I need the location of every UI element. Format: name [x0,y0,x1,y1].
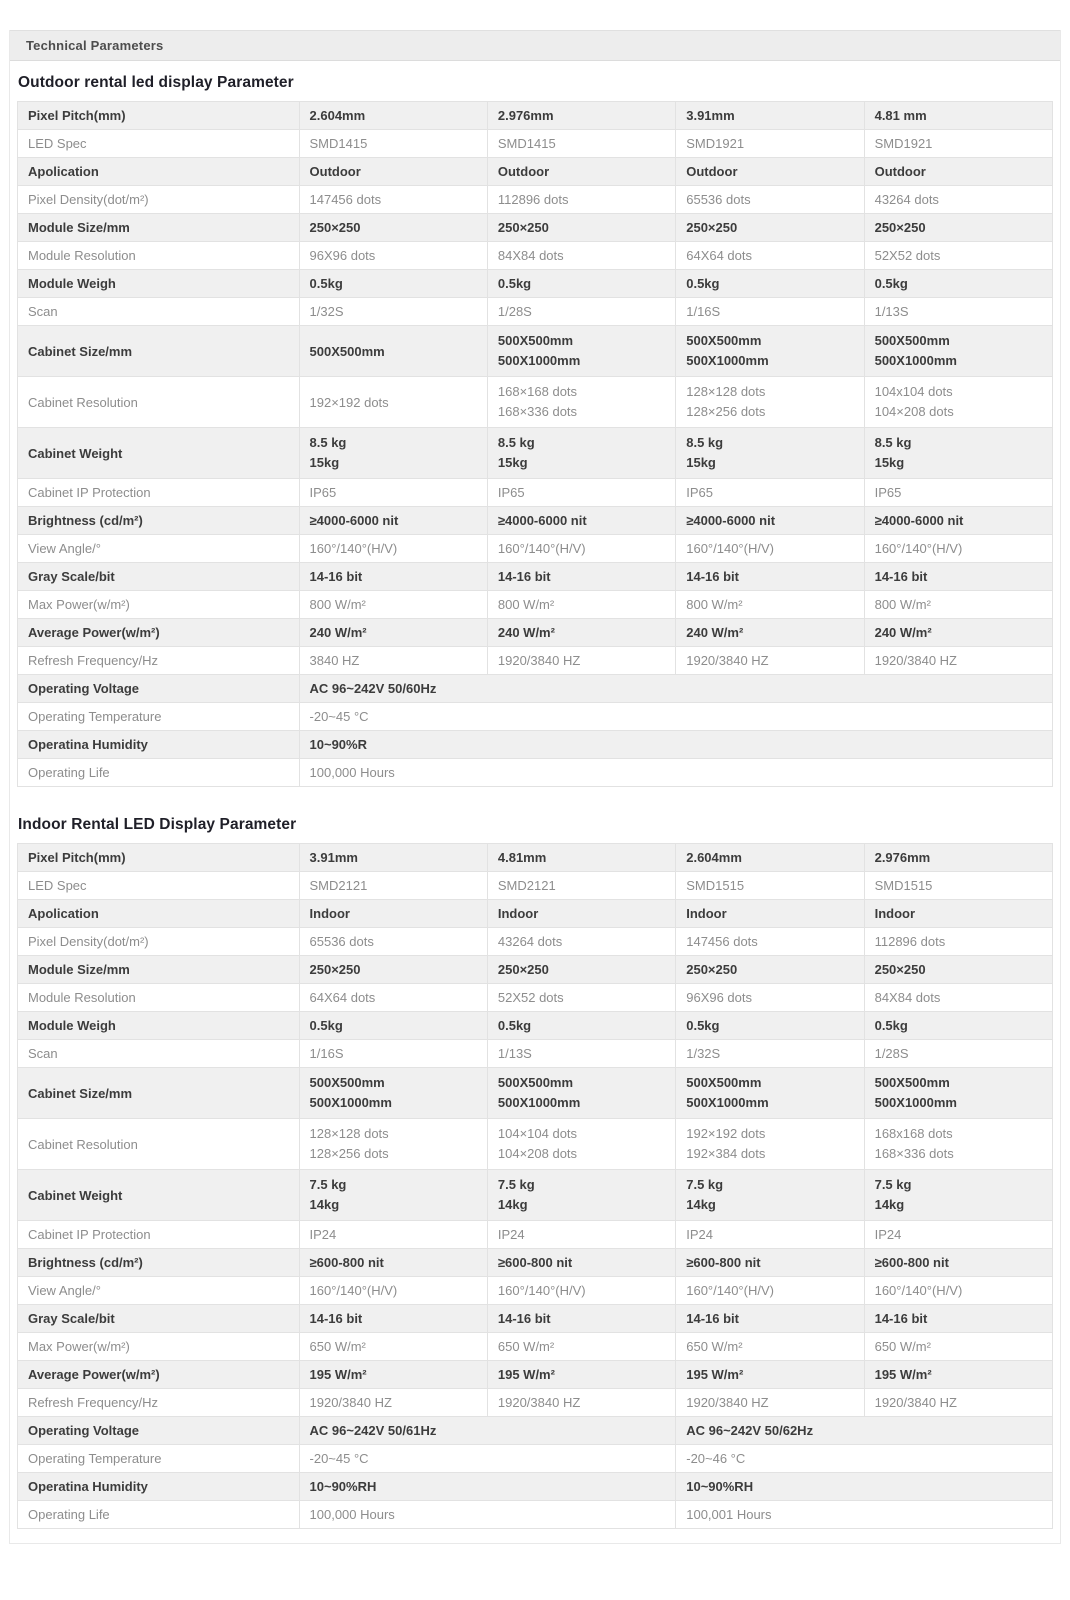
parameter-value [864,377,1052,428]
parameter-value-line: 15kg [497,455,528,470]
parameter-value-line: 104×208 dots [874,404,954,419]
parameter-value: SMD1415 [487,130,675,158]
parameter-value: 800 W/m² [864,591,1052,619]
parameter-label: Gray Scale/bit [18,1305,300,1333]
table-row [18,1221,1053,1249]
parameter-value: 0.5kg [487,1012,675,1040]
indoor-parameters-table [17,843,1053,1529]
parameter-value [676,1119,864,1170]
table-row [18,956,1053,984]
parameter-value-line: 500X500mm [874,333,950,348]
parameter-value: 250×250 [299,956,487,984]
parameter-value-line: 500X1000mm [874,353,957,368]
parameter-value: 160°/140°(H/V) [864,535,1052,563]
parameter-value: 250×250 [676,956,864,984]
parameter-value: 1/16S [676,298,864,326]
parameter-value: 43264 dots [487,928,675,956]
table-row [18,591,1053,619]
parameter-label: Cabinet IP Protection [18,1221,300,1249]
table-row [18,326,1053,377]
outdoor-parameter-section [10,61,1060,787]
parameter-value: Outdoor [864,158,1052,186]
parameter-value: 1/28S [864,1040,1052,1068]
parameter-value: 250×250 [864,956,1052,984]
parameter-label: Operating Voltage [18,675,300,703]
table-row [18,1389,1053,1417]
parameter-label: Cabinet Size/mm [18,326,300,377]
parameter-value: 100,000 Hours [299,1501,676,1529]
parameter-value [299,1170,487,1221]
parameter-value-line: 192×384 dots [686,1146,766,1161]
parameter-value: Indoor [487,900,675,928]
parameter-value [676,428,864,479]
parameter-label: Cabinet Resolution [18,1119,300,1170]
parameter-value: ≥4000-6000 nit [487,507,675,535]
parameter-value: AC 96~242V 50/61Hz [299,1417,676,1445]
parameter-value: 100,001 Hours [676,1501,1053,1529]
parameter-value-line: 500X500mm [497,1075,574,1090]
parameter-label: Apolication [18,158,300,186]
table-row [18,507,1053,535]
table-row [18,214,1053,242]
parameter-value-line: 168×168 dots [497,384,578,399]
parameter-value [864,326,1052,377]
parameter-value: 96X96 dots [676,984,864,1012]
parameter-value: 1920/3840 HZ [487,1389,675,1417]
parameter-label: Operating Temperature [18,703,300,731]
parameter-value-line: 8.5 kg [309,435,347,450]
parameter-value: ≥4000-6000 nit [299,507,487,535]
parameter-value: 800 W/m² [487,591,675,619]
parameter-value: 240 W/m² [676,619,864,647]
parameter-value: 10~90%RH [676,1473,1053,1501]
parameter-label: LED Spec [18,872,300,900]
parameter-value: 160°/140°(H/V) [299,1277,487,1305]
parameter-label: Operating Life [18,1501,300,1529]
section-gap [10,787,1060,803]
parameter-value-line: 500X500mm [686,333,762,348]
parameter-value: 1/28S [487,298,675,326]
parameter-value: Outdoor [676,158,864,186]
parameter-label: Pixel Density(dot/m²) [18,186,300,214]
parameter-value: 650 W/m² [676,1333,864,1361]
parameter-label: Module Weigh [18,270,300,298]
indoor-parameter-section [10,803,1060,1529]
parameter-value: 160°/140°(H/V) [676,1277,864,1305]
parameter-value: ≥600-800 nit [487,1249,675,1277]
parameter-value: 160°/140°(H/V) [864,1277,1052,1305]
parameter-value: 1920/3840 HZ [864,1389,1052,1417]
parameter-value-line: 128×256 dots [686,404,766,419]
table-row [18,1249,1053,1277]
parameter-value: 1920/3840 HZ [676,647,864,675]
parameter-label: Max Power(w/m²) [18,591,300,619]
parameter-value: 1/32S [299,298,487,326]
table-row [18,102,1053,130]
section-title-indoor: Indoor Rental LED Display Parameter [18,816,297,833]
parameter-value: 52X52 dots [487,984,675,1012]
parameter-value: 112896 dots [487,186,675,214]
parameter-value: 650 W/m² [487,1333,675,1361]
parameter-value-line: 128×256 dots [309,1146,389,1161]
parameter-label: Operatina Humidity [18,731,300,759]
parameter-value-line: 15kg [309,455,340,470]
parameter-value: ≥600-800 nit [676,1249,864,1277]
parameter-value: 2.976mm [864,844,1052,872]
parameter-label: Pixel Density(dot/m²) [18,928,300,956]
parameter-value: 195 W/m² [487,1361,675,1389]
parameter-value-line: 104x104 dots [874,384,953,399]
parameter-value: 14-16 bit [676,563,864,591]
table-row [18,731,1053,759]
parameter-value: 195 W/m² [864,1361,1052,1389]
parameter-value-line: 7.5 kg [309,1177,347,1192]
parameter-label: Cabinet Resolution [18,377,300,428]
parameter-value-line: 15kg [874,455,905,470]
section-title-outdoor: Outdoor rental led display Parameter [18,74,294,91]
parameter-label: Operatina Humidity [18,1473,300,1501]
parameter-value: 52X52 dots [864,242,1052,270]
parameter-value: Indoor [864,900,1052,928]
table-row [18,563,1053,591]
parameter-value [299,1119,487,1170]
table-row [18,1473,1053,1501]
parameter-value-line: 104×104 dots [497,1126,578,1141]
parameter-label: Scan [18,298,300,326]
parameter-value: 500X500mm [299,326,487,377]
parameter-label: Apolication [18,900,300,928]
table-row [18,1040,1053,1068]
table-row [18,1170,1053,1221]
parameter-value-line: 168x168 dots [874,1126,953,1141]
parameter-value: 800 W/m² [676,591,864,619]
parameter-value: 14-16 bit [299,563,487,591]
parameter-value-line: 7.5 kg [874,1177,912,1192]
parameter-value: 3840 HZ [299,647,487,675]
parameter-value: 147456 dots [676,928,864,956]
parameter-value: 240 W/m² [299,619,487,647]
parameter-label: Refresh Frequency/Hz [18,1389,300,1417]
parameter-value: 43264 dots [864,186,1052,214]
parameter-label: View Angle/° [18,535,300,563]
parameter-value-line: 14kg [686,1197,716,1212]
parameter-value: 14-16 bit [487,1305,675,1333]
table-row [18,1417,1053,1445]
table-row [18,647,1053,675]
parameter-value: 0.5kg [864,270,1052,298]
parameter-value [864,1170,1052,1221]
table-row [18,984,1053,1012]
parameter-label: Pixel Pitch(mm) [18,844,300,872]
parameter-value: 65536 dots [676,186,864,214]
parameter-label: Module Resolution [18,984,300,1012]
table-row [18,270,1053,298]
table-row [18,1068,1053,1119]
table-row [18,130,1053,158]
parameter-value: 0.5kg [676,1012,864,1040]
parameter-value: 0.5kg [299,270,487,298]
parameter-value: ≥600-800 nit [864,1249,1052,1277]
parameter-value [487,428,675,479]
parameter-label: Brightness (cd/m²) [18,1249,300,1277]
parameter-label: Cabinet IP Protection [18,479,300,507]
parameter-value [676,1170,864,1221]
parameter-value: IP65 [864,479,1052,507]
table-row [18,158,1053,186]
parameter-value: 800 W/m² [299,591,487,619]
parameter-label: Refresh Frequency/Hz [18,647,300,675]
parameter-value: SMD1515 [864,872,1052,900]
parameter-value [299,1068,487,1119]
parameter-value-line: 500X500mm [497,333,574,348]
parameter-value: 250×250 [864,214,1052,242]
parameter-value-line: 500X1000mm [309,1095,392,1110]
parameter-value-line: 14kg [309,1197,340,1212]
parameter-label: Module Size/mm [18,214,300,242]
table-row [18,844,1053,872]
parameter-value: Outdoor [487,158,675,186]
parameter-value-line: 8.5 kg [874,435,912,450]
parameter-value: 160°/140°(H/V) [676,535,864,563]
parameter-value: 1/13S [864,298,1052,326]
parameter-value: 14-16 bit [864,1305,1052,1333]
parameter-value: AC 96~242V 50/62Hz [676,1417,1053,1445]
parameter-value [676,326,864,377]
parameter-value: 650 W/m² [299,1333,487,1361]
table-row [18,535,1053,563]
parameter-value: 2.976mm [487,102,675,130]
table-row [18,675,1053,703]
parameter-value [864,428,1052,479]
parameter-label: Average Power(w/m²) [18,619,300,647]
parameter-value: IP24 [864,1221,1052,1249]
table-row [18,1445,1053,1473]
parameter-value: SMD2121 [487,872,675,900]
parameter-value-line: 500X1000mm [686,1095,769,1110]
parameter-value: AC 96~242V 50/60Hz [299,675,1052,703]
parameter-label: LED Spec [18,130,300,158]
table-row [18,377,1053,428]
parameter-value [676,377,864,428]
parameter-value: 160°/140°(H/V) [487,1277,675,1305]
parameter-value-line: 168×336 dots [497,404,578,419]
table-row [18,1305,1053,1333]
table-row [18,900,1053,928]
technical-parameters-panel [9,30,1061,1544]
table-row [18,1012,1053,1040]
parameter-value-line: 168×336 dots [874,1146,954,1161]
parameter-value-line: 8.5 kg [497,435,535,450]
parameter-value: 1920/3840 HZ [864,647,1052,675]
parameter-value-line: 14kg [874,1197,905,1212]
table-row [18,428,1053,479]
parameter-label: Brightness (cd/m²) [18,507,300,535]
parameter-value: 0.5kg [487,270,675,298]
table-row [18,759,1053,787]
parameter-value-line: 15kg [686,455,716,470]
parameter-value-line: 7.5 kg [497,1177,535,1192]
parameter-value: 0.5kg [676,270,864,298]
parameter-value: IP65 [676,479,864,507]
parameter-label: View Angle/° [18,1277,300,1305]
tab-technical-parameters[interactable]: Technical Parameters [26,38,164,53]
parameter-label: Cabinet Weight [18,1170,300,1221]
parameter-value-line: 500X1000mm [874,1095,957,1110]
table-row [18,1361,1053,1389]
parameter-value [487,1119,675,1170]
parameter-value: 14-16 bit [299,1305,487,1333]
parameter-value: Indoor [299,900,487,928]
parameter-value: 147456 dots [299,186,487,214]
parameter-value: 2.604mm [676,844,864,872]
parameter-value: 250×250 [487,214,675,242]
parameter-label: Cabinet Weight [18,428,300,479]
parameter-value-line: 8.5 kg [686,435,724,450]
parameter-value: 192×192 dots [299,377,487,428]
tab-bar [10,30,1060,61]
table-row [18,872,1053,900]
parameter-value: ≥4000-6000 nit [864,507,1052,535]
parameter-value: SMD2121 [299,872,487,900]
table-row [18,242,1053,270]
parameter-value: 160°/140°(H/V) [487,535,675,563]
table-row [18,186,1053,214]
parameter-value [487,326,675,377]
parameter-value: IP24 [299,1221,487,1249]
parameter-value: 100,000 Hours [299,759,1052,787]
table-row [18,298,1053,326]
parameter-value: 10~90%RH [299,1473,676,1501]
table-row [18,1119,1053,1170]
parameter-value [299,428,487,479]
parameter-value: 160°/140°(H/V) [299,535,487,563]
parameter-value [676,1068,864,1119]
table-row [18,1277,1053,1305]
parameter-value: 1/32S [676,1040,864,1068]
parameter-value: -20~45 °C [299,1445,676,1473]
parameter-value-line: 500X500mm [874,1075,950,1090]
parameter-value: 1/13S [487,1040,675,1068]
parameter-label: Max Power(w/m²) [18,1333,300,1361]
parameter-value: 64X64 dots [299,984,487,1012]
parameter-value [487,377,675,428]
parameter-value: 96X96 dots [299,242,487,270]
table-row [18,1333,1053,1361]
parameter-label: Module Size/mm [18,956,300,984]
parameter-value [864,1068,1052,1119]
parameter-value: 14-16 bit [676,1305,864,1333]
parameter-value: SMD1921 [676,130,864,158]
parameter-value: 0.5kg [864,1012,1052,1040]
parameter-value [864,1119,1052,1170]
parameter-label: Average Power(w/m²) [18,1361,300,1389]
parameter-value: IP65 [487,479,675,507]
parameter-value: 250×250 [676,214,864,242]
parameter-value: ≥4000-6000 nit [676,507,864,535]
parameter-label: Cabinet Size/mm [18,1068,300,1119]
parameter-value: SMD1415 [299,130,487,158]
parameter-value: SMD1921 [864,130,1052,158]
parameter-value: 650 W/m² [864,1333,1052,1361]
parameter-value: 3.91mm [676,102,864,130]
parameter-value: 1/16S [299,1040,487,1068]
parameter-label: Operating Life [18,759,300,787]
parameter-value: 64X64 dots [676,242,864,270]
outdoor-parameters-table [17,101,1053,787]
parameter-value: 84X84 dots [487,242,675,270]
parameter-value: -20~45 °C [299,703,1052,731]
parameter-value: 2.604mm [299,102,487,130]
parameter-label: Pixel Pitch(mm) [18,102,300,130]
parameter-value-line: 500X1000mm [686,353,769,368]
parameter-value-line: 104×208 dots [497,1146,578,1161]
table-row [18,1501,1053,1529]
parameter-value: 0.5kg [299,1012,487,1040]
parameter-value [487,1068,675,1119]
table-row [18,479,1053,507]
parameter-value: 14-16 bit [487,563,675,591]
table-row [18,619,1053,647]
parameter-value: -20~46 °C [676,1445,1053,1473]
parameter-value: 1920/3840 HZ [676,1389,864,1417]
parameter-value: 65536 dots [299,928,487,956]
parameter-value-line: 128×128 dots [309,1126,389,1141]
parameter-value: 84X84 dots [864,984,1052,1012]
parameter-value: IP24 [676,1221,864,1249]
parameter-value: 3.91mm [299,844,487,872]
parameter-label: Operating Voltage [18,1417,300,1445]
parameter-label: Operating Temperature [18,1445,300,1473]
parameter-label: Module Resolution [18,242,300,270]
parameter-value-line: 128×128 dots [686,384,766,399]
parameter-value-line: 192×192 dots [686,1126,766,1141]
parameter-value: IP65 [299,479,487,507]
parameter-value: 195 W/m² [299,1361,487,1389]
parameter-value [487,1170,675,1221]
parameter-label: Module Weigh [18,1012,300,1040]
parameter-value: ≥600-800 nit [299,1249,487,1277]
table-row [18,928,1053,956]
parameter-value: 112896 dots [864,928,1052,956]
parameter-value: 240 W/m² [864,619,1052,647]
parameter-value-line: 500X1000mm [497,1095,581,1110]
parameter-value: 250×250 [299,214,487,242]
parameter-value-line: 500X1000mm [497,353,581,368]
parameter-value: SMD1515 [676,872,864,900]
parameter-label: Gray Scale/bit [18,563,300,591]
parameter-label: Scan [18,1040,300,1068]
parameter-value: 4.81 mm [864,102,1052,130]
parameter-value: 195 W/m² [676,1361,864,1389]
parameter-value: 4.81mm [487,844,675,872]
parameter-value: 1920/3840 HZ [487,647,675,675]
parameter-value: Outdoor [299,158,487,186]
parameter-value-line: 14kg [497,1197,528,1212]
parameter-value: 10~90%R [299,731,1052,759]
parameter-value: 240 W/m² [487,619,675,647]
parameter-value: 250×250 [487,956,675,984]
parameter-value-line: 500X500mm [686,1075,762,1090]
parameter-value: IP24 [487,1221,675,1249]
parameter-value-line: 7.5 kg [686,1177,724,1192]
table-row [18,703,1053,731]
parameter-value: 14-16 bit [864,563,1052,591]
parameter-value: Indoor [676,900,864,928]
parameter-value: 1920/3840 HZ [299,1389,487,1417]
parameter-value-line: 500X500mm [309,1075,385,1090]
